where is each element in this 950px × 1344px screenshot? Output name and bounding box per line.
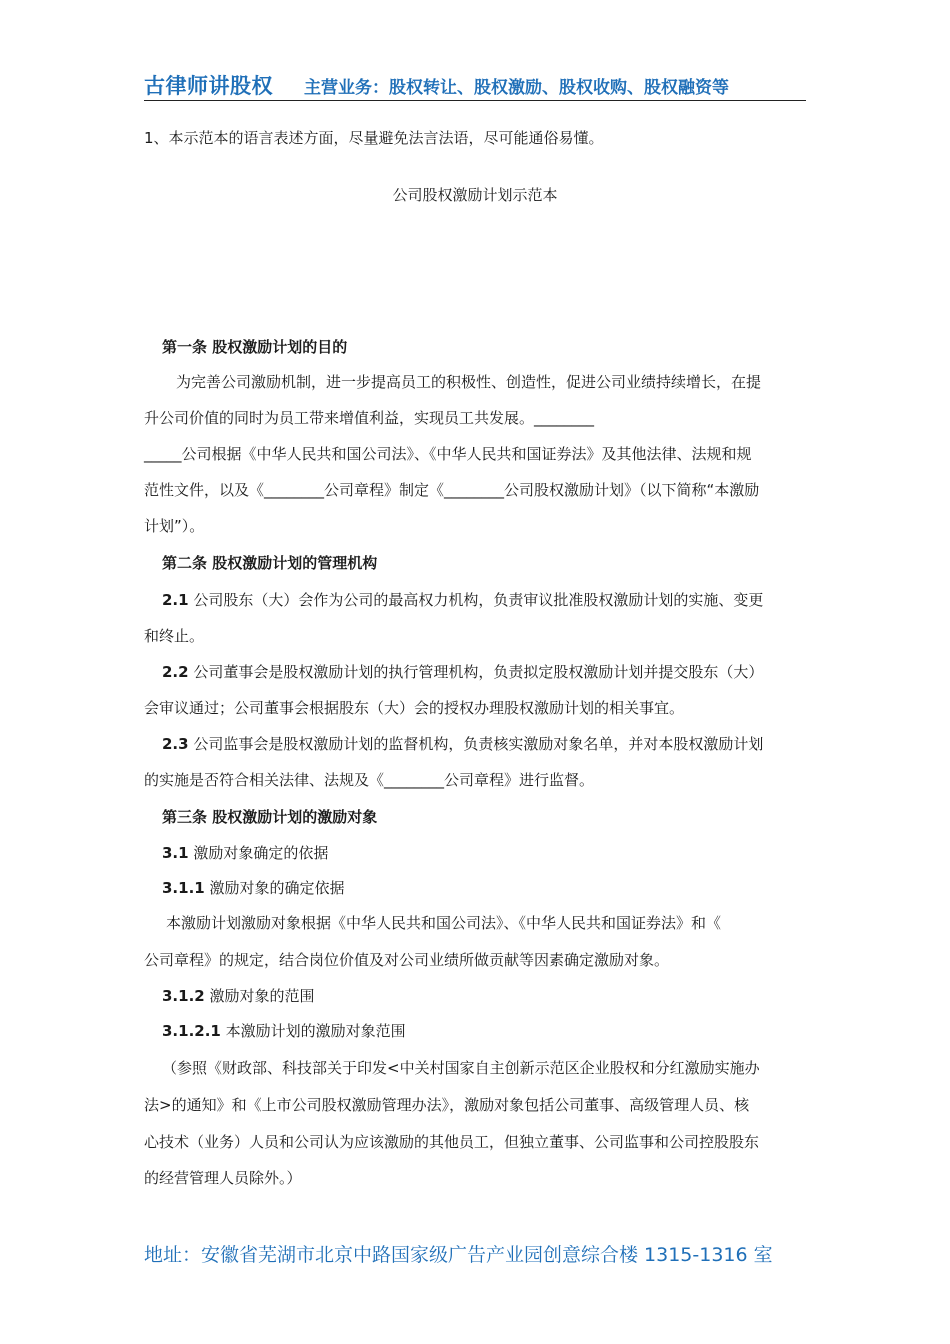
paragraph-line: 本激励计划激励对象根据《中华人民共和国公司法》、《中华人民共和国证券法》和《 [166,914,722,932]
paragraph-line: 会审议通过；公司董事会根据股东（大）会的授权办理股权激励计划的相关事宜。 [144,699,685,717]
clause-2-2 [162,662,824,682]
paragraph-line: 和终止。 [144,627,205,645]
article-2-heading: 第二条 股权激励计划的管理机构 [162,554,378,572]
brand-name: 古律师讲股权 [144,74,273,98]
paragraph-line: 心技术（业务）人员和公司认为应该激励的其他员工，但独立董事、公司监事和公司控股股东 [144,1133,760,1151]
paragraph-line: 法>的通知》和《上市公司股权激励管理办法》，激励对象包括公司董事、高级管理人员、核 [144,1096,750,1114]
section-text: 激励对象确定的依据 [188,844,329,862]
clause-number: 2.3 [162,735,189,753]
section-number: 3.1.2.1 [162,1022,221,1040]
paragraph-line: 为完善公司激励机制，进一步提高员工的积极性、创造性，促进公司业绩持续增长，在提 [176,373,762,391]
article-3-heading: 第三条 股权激励计划的激励对象 [162,808,378,826]
section-number: 3.1 [162,844,189,862]
clause-2-3 [162,734,824,754]
paragraph-line: 计划”）。 [144,517,205,535]
intro-note: 1、本示范本的语言表述方面，尽量避免法言法语，尽可能通俗易懂。 [144,129,604,147]
section-number: 3.1.2 [162,987,205,1005]
section-3-1 [162,843,824,863]
business-scope: 主营业务：股权转让、股权激励、股权收购、股权融资等 [304,78,729,98]
paragraph-line: 的实施是否符合相关法律、法规及《________公司章程》进行监督。 [144,771,595,789]
article-1-heading: 第一条 股权激励计划的目的 [162,338,348,356]
clause-text: 公司监事会是股权激励计划的监督机构，负责核实激励对象名单，并对本股权激励计划 [188,735,764,753]
clause-text: 公司董事会是股权激励计划的执行管理机构，负责拟定股权激励计划并提交股东（大） [188,663,764,681]
clause-text: 公司股东（大）会作为公司的最高权力机构，负责审议批准股权激励计划的实施、变更 [188,591,764,609]
section-3-1-1 [162,878,824,898]
section-3-1-2 [162,986,824,1006]
section-text: 激励对象的确定依据 [204,879,345,897]
clause-number: 2.2 [162,663,189,681]
page-header [144,70,806,101]
paragraph-line: （参照《财政部、科技部关于印发<中关村国家自主创新示范区企业股权和分红激励实施办 [162,1059,760,1077]
paragraph-line: 公司章程》的规定，结合岗位价值及对公司业绩所做贡献等因素确定激励对象。 [144,951,670,969]
footer-address: 地址：安徽省芜湖市北京中路国家级广告产业园创意综合楼 1315-1316 室 [144,1244,773,1266]
paragraph-line: _____公司根据《中华人民共和国公司法》、《中华人民共和国证券法》及其他法律、法规和规 [144,445,752,463]
section-number: 3.1.1 [162,879,205,897]
clause-number: 2.1 [162,591,189,609]
section-text: 本激励计划的激励对象范围 [220,1022,406,1040]
paragraph-line: 的经营管理人员除外。） [144,1169,302,1187]
paragraph-line: 范性文件，以及《________公司章程》制定《________公司股权激励计划》（以下简称“本激励 [144,481,760,499]
document-title: 公司股权激励计划示范本 [392,186,558,204]
section-3-1-2-1 [162,1021,824,1041]
section-text: 激励对象的范围 [204,987,315,1005]
paragraph-line: 升公司价值的同时为员工带来增值利益，实现员工共发展。________ [144,409,595,427]
clause-2-1 [162,590,824,610]
